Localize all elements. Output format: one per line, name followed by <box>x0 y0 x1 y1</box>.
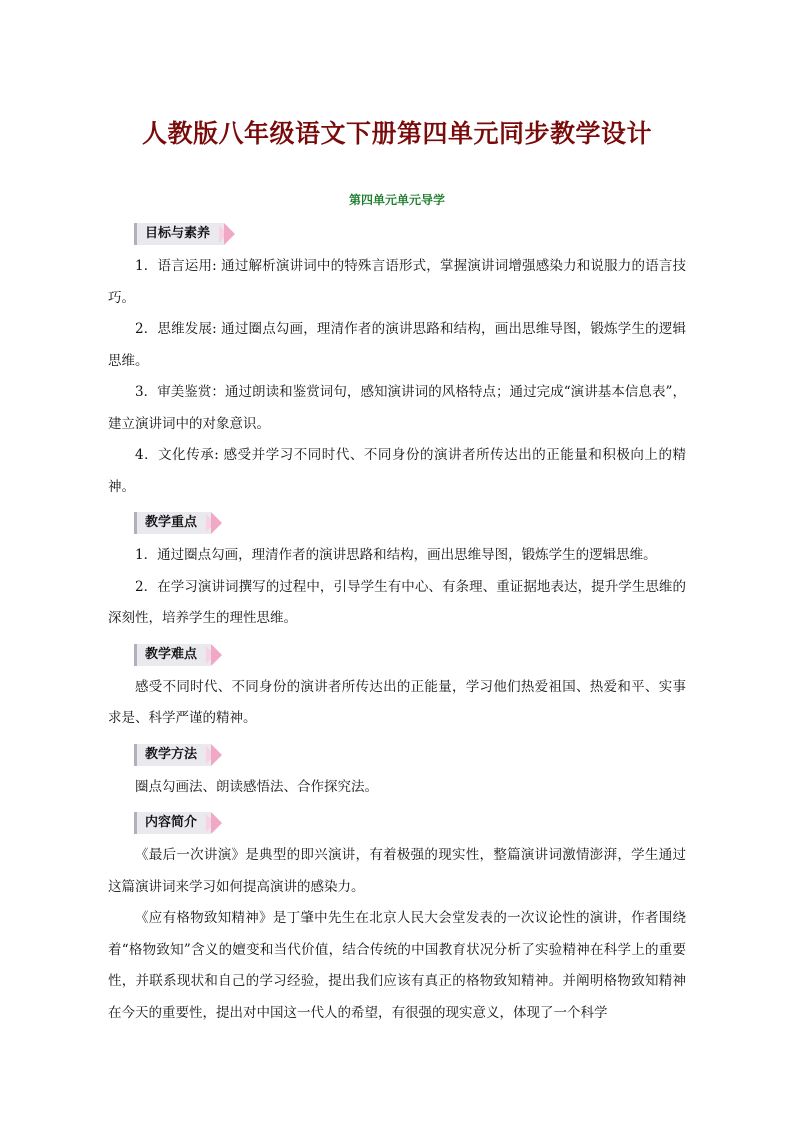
section-heading-tag: 教学难点 <box>134 644 211 666</box>
paragraph: 1．通过圈点勾画，理清作者的演讲思路和结构，画出思维导图，锻炼学生的逻辑思维。 <box>135 547 657 563</box>
paragraph: 1．语言运用: 通过解析演讲词中的特殊言语形式，掌握演讲词增强感染力和说服力的语言技巧。 <box>108 258 686 306</box>
section-methods <box>108 743 686 804</box>
section-key-points <box>108 511 686 635</box>
paragraph: 感受不同时代、不同身份的演讲者所传达出的正能量，学习他们热爱祖国、热爱和平、实事求是、科学严谨的精神。 <box>108 678 686 726</box>
section-summary <box>108 811 686 1029</box>
section-difficulties <box>108 643 686 735</box>
section-heading-tag: 教学重点 <box>134 512 211 534</box>
paragraph: 2．思维发展: 通过圈点勾画，理清作者的演讲思路和结构，画出思维导图，锻炼学生的逻辑思维。 <box>108 321 686 369</box>
document-body <box>108 222 686 1029</box>
paragraph: 2．在学习演讲词撰写的过程中，引导学生有中心、有条理、重证据地表达，提升学生思维的深刻性，培养学生的理性思维。 <box>108 578 686 626</box>
paragraph: 《最后一次讲演》是典型的即兴演讲，有着极强的现实性，整篇演讲词激情澎湃，学生通过这篇演讲词来学习如何提高演讲的感染力。 <box>108 847 686 895</box>
section-heading-tag: 内容简介 <box>134 812 211 834</box>
paragraph: 圈点勾画法、朗读感悟法、合作探究法。 <box>135 778 378 795</box>
paragraph: 《应有格物致知精神》是丁肇中先生在北京人民大会堂发表的一次议论性的演讲，作者围绕着“格物致知”含义的嬗变和当代价值，结合传统的中国教育状况分析了实验精神在科学上的重要性，并联系现状和自己的学习经验，提出我们应该有真正的格物致知精神。并阐明格物致知精神在今天的重要性，提出对中国这一代人的希望，有很强的现实意义，体现了一个科学 <box>108 910 686 1021</box>
section-goals <box>108 222 686 503</box>
section-heading-tag: 目标与素养 <box>134 223 224 245</box>
paragraph: 4．文化传承: 感受并学习不同时代、不同身份的演讲者所传达出的正能量和积极向上的精神。 <box>108 447 686 495</box>
section-heading-tag: 教学方法 <box>134 744 211 766</box>
unit-subtitle: 第四单元单元导学 <box>348 193 445 207</box>
paragraph: 3．审美鉴赏：通过朗读和鉴赏词句，感知演讲词的风格特点；通过完成“演讲基本信息表”，建立演讲词中的对象意识。 <box>108 384 686 432</box>
document-title: 人教版八年级语文下册第四单元同步教学设计 <box>141 119 652 148</box>
